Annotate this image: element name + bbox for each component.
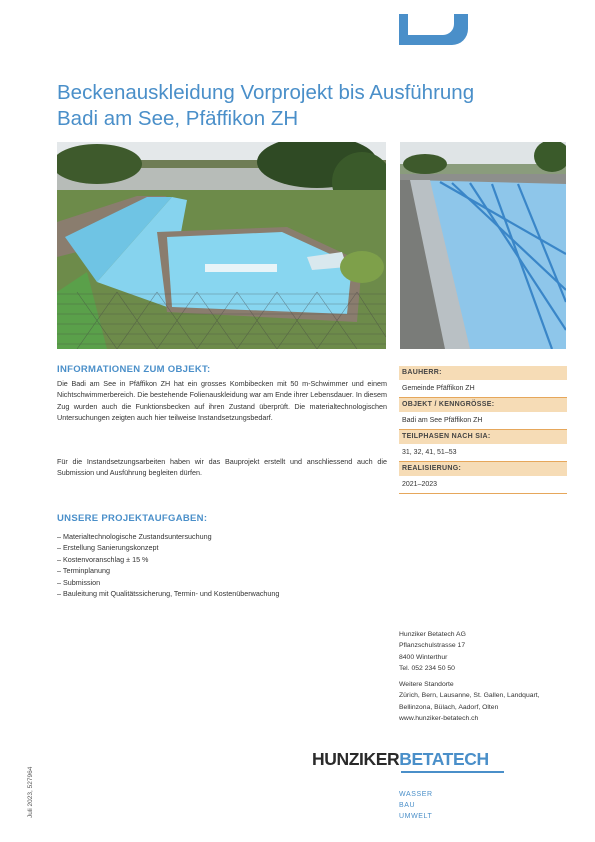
other-locations-line-2: Bellinzona, Bülach, Aadorf, Olten xyxy=(399,703,499,711)
info-paragraph-1: Die Badi am See in Pfäffikon ZH hat ein grosses Kombibecken mit 50 m-Schwimmer und einem Nichtschwimmerbereich. Die bestehende Folienauskleidung war am Ende ihrer Lebensdauer. In diesem Zug wurden auch die Funktionsbecken auf ihren Zustand überprüft. Die materialtechnologischen Untersuchungen zeigten auch hier teilweise Instandsetzungsbedarf. xyxy=(57,379,388,422)
company-address xyxy=(399,629,567,675)
company-phone: Tel. 052 234 50 50 xyxy=(399,665,455,673)
tagline-water: WASSER xyxy=(399,791,433,798)
brand-part-1: HUNZIKER xyxy=(312,749,400,769)
other-locations xyxy=(399,679,567,725)
fact-label-realization: REALISIERUNG: xyxy=(399,462,567,476)
fact-label-client: BAUHERR: xyxy=(399,366,567,380)
list-item: – Materialtechnologische Zustandsuntersuchung xyxy=(57,532,212,541)
list-item: – Terminplanung xyxy=(57,566,111,576)
page-title xyxy=(57,80,557,132)
website-link[interactable]: www.hunziker-betatech.ch xyxy=(399,715,479,723)
company-street: Pflanzschulstrasse 17 xyxy=(399,642,466,650)
document-date-code: Juli 2023, 527964 xyxy=(27,766,34,818)
brand-logo xyxy=(312,749,512,771)
tagline-environment: UMWELT xyxy=(399,813,433,820)
list-item: – Submission xyxy=(57,577,101,587)
fact-value-realization: 2021–2023 xyxy=(399,476,567,494)
tagline-construction: BAU xyxy=(399,802,416,809)
list-item: – Bauleitung mit Qualitätssicherung, Termin- und Kostenüberwachung xyxy=(57,589,280,599)
fact-label-sia-phases: TEILPHASEN NACH SIA: xyxy=(399,430,567,444)
list-item: – Kostenvoranschlag ± 15 % xyxy=(57,554,149,564)
info-heading: INFORMATIONEN ZUM OBJEKT: xyxy=(57,364,211,375)
list-item: – Erstellung Sanierungskonzept xyxy=(57,543,159,553)
fact-value-sia-phases: 31, 32, 41, 51–53 xyxy=(399,444,567,462)
fact-value-object: Badi am See Pfäffikon ZH xyxy=(399,412,567,430)
project-facts-table xyxy=(399,366,567,494)
tasks-heading: UNSERE PROJEKTAUFGABEN: xyxy=(57,513,208,524)
title-line-2: Badi am See, Pfäffikon ZH xyxy=(57,107,299,130)
pool-overview-photo xyxy=(57,142,386,349)
info-paragraph-2: Für die Instandsetzungsarbeiten haben wir das Bauprojekt erstellt und anschliessend auch die Submission und Ausführung begleiten dürfen. xyxy=(57,457,387,478)
corner-logo-mark xyxy=(399,14,468,45)
empty-pool-photo xyxy=(400,142,566,349)
fact-value-client: Gemeinde Pfäffikon ZH xyxy=(399,380,567,398)
company-city: 8400 Winterthur xyxy=(399,653,448,661)
brand-tagline xyxy=(399,789,433,822)
fact-label-object: OBJEKT / KENNGRÖSSE: xyxy=(399,398,567,412)
brand-underline xyxy=(401,771,504,773)
company-name: Hunziker Betatech AG xyxy=(399,631,466,638)
tasks-list xyxy=(57,531,387,599)
title-line-1: Beckenauskleidung Vorprojekt bis Ausführung xyxy=(57,81,475,104)
other-locations-line-1: Zürich, Bern, Lausanne, St. Gallen, Landquart, xyxy=(399,692,540,700)
other-locations-heading: Weitere Standorte xyxy=(399,681,454,688)
brand-part-2: BETATECH xyxy=(399,749,489,769)
